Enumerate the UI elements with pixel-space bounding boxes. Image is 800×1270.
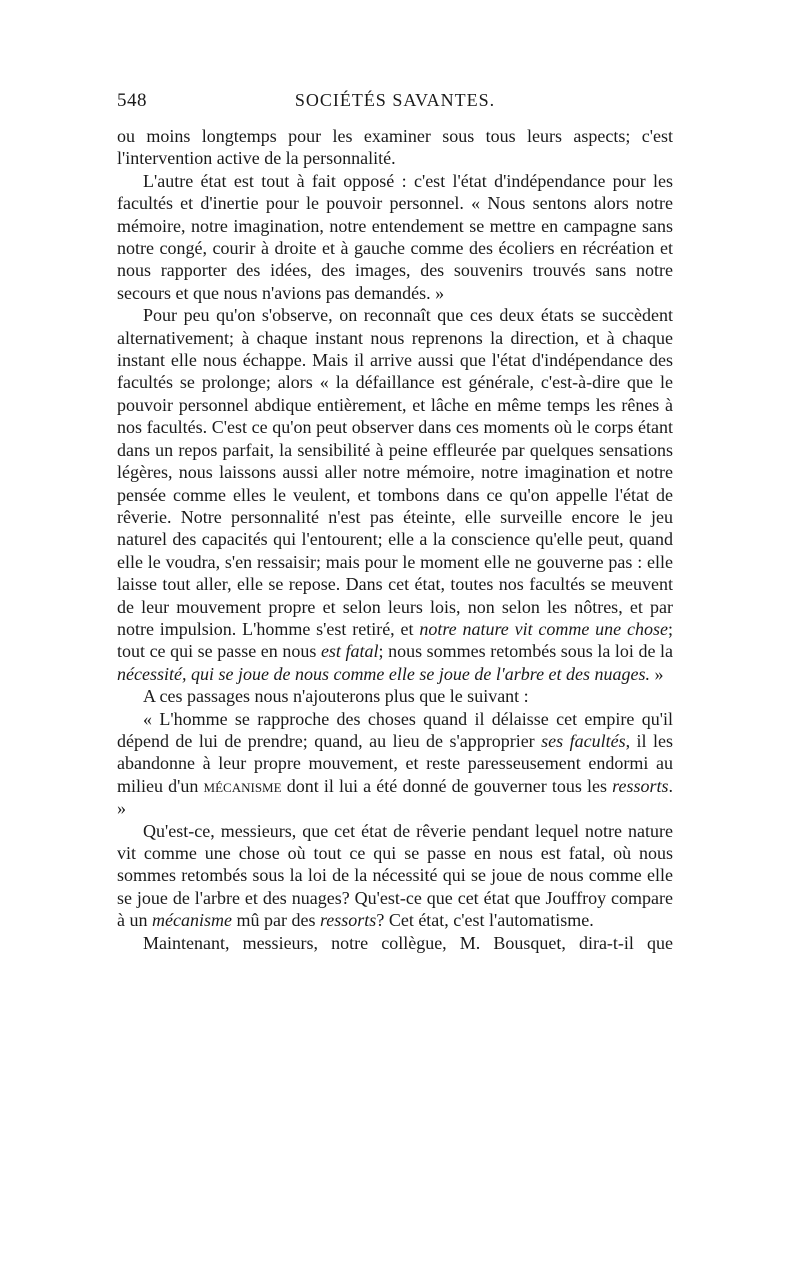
italic-text: ses facultés (541, 730, 626, 751)
text-run: dont il lui a été donné de gouverner tous les (281, 775, 613, 796)
text-run: . » (117, 775, 673, 819)
text-run: Maintenant, messieurs, notre collègue, M. Bousquet, dira-t-il que (143, 932, 673, 953)
italic-text: mécanisme (152, 910, 232, 931)
page-number: 548 (117, 90, 147, 111)
italic-text: notre nature vit comme une chose (419, 618, 668, 639)
text-run: L'autre état est tout à fait opposé : c'est l'état d'indépendance pour les facultés et d'inertie pour le pouvoir personnel. « Nous sentons alors notre mémoire, notre imagination, notre entendement se mettre en campagne sans notre congé, courir à droite et à gauche comme des écoliers en récréation et nous rapporter des idées, des images, des souvenirs trouvés sans notre secours et que nous n'avions pas demandés. » (117, 170, 673, 303)
text-run: mû par des (231, 910, 320, 931)
text-run: » (650, 663, 664, 684)
italic-text: nécessité, qui se joue de nous comme elle se joue de l'arbre et des nuages. (117, 663, 651, 684)
text-run: Qu'est-ce, messieurs, que cet état de rêverie pendant lequel notre nature vit comme une chose où tout ce qui se passe en nous est fatal, où nous sommes retombés sous la loi de la nécessité qui se joue de nous comme elle se joue de l'arbre et des nuages? Qu'est-ce que cet état que Jouffroy compare à un (117, 820, 673, 931)
text-run: « L'homme se rapproche des choses quand il délaisse cet empire qu'il dépend de lui de prendre; quand, au lieu de s'approprier (117, 708, 673, 751)
text-run: A ces passages nous n'ajouterons plus que le suivant : (143, 686, 529, 707)
text-run: Pour peu qu'on s'observe, on reconnaît que ces deux états se succèdent alternativement; à chaque instant nous reprenons la direction, et à chaque instant elle nous échappe. Mais il arrive aussi que l'état d'indépendance des facultés se prolonge; alors « la défaillance est générale, c'est-à-dire que le pouvoir personnel abdique entièrement, et lâche en même temps les rênes à nos facultés. C'est ce qu'on peut observer dans ces moments où le corps étant dans un repos parfait, la sensibilité à peine effleurée par quelques sensations légères, nous laissons aussi aller notre mémoire, notre imagination et notre pensée comme elles le veulent, et tombons dans ce qu'on appelle l'état de rêverie. Notre personnalité n'est pas éteinte, elle surveille encore le jeu naturel des capacités qui l'entourent; elle a la conscience qu'elle peut, quand elle le voudra, s'en ressaisir; mais pour le moment elle ne gouverne pas : elle laisse tout aller, elle se repose. Dans cet état, toutes nos facultés se meuvent de leur mouvement propre et selon leurs lois, non selon les nôtres, et par notre impulsion. L'homme s'est retiré, et (117, 305, 673, 639)
paragraph (117, 170, 673, 304)
text-run: ; nous sommes retombés sous la loi de la (378, 641, 674, 662)
small-caps-text: mécanisme (203, 775, 282, 796)
running-head: SOCIÉTÉS SAVANTES. (294, 90, 496, 110)
text-run: ? Cet état, c'est l'automatisme. (376, 910, 594, 931)
italic-text: ressorts (319, 910, 377, 931)
text-run: , il les abandonne à leur propre mouvement, et reste paresseusement endormi au milieu d'un (117, 730, 673, 796)
text-run: ; tout ce qui se passe en nous (117, 618, 673, 662)
paragraph (117, 820, 673, 932)
text-run: ou moins longtemps pour les examiner sous tous leurs aspects; c'est l'intervention active de la personnalité. (117, 126, 673, 169)
paragraph (117, 708, 673, 820)
paragraph (117, 125, 673, 170)
body-text (117, 125, 673, 954)
page-header (117, 90, 673, 118)
paragraph (117, 685, 673, 707)
italic-text: est fatal (320, 641, 379, 662)
paragraph (117, 304, 673, 685)
paragraph (117, 932, 673, 954)
italic-text: ressorts (612, 775, 669, 796)
